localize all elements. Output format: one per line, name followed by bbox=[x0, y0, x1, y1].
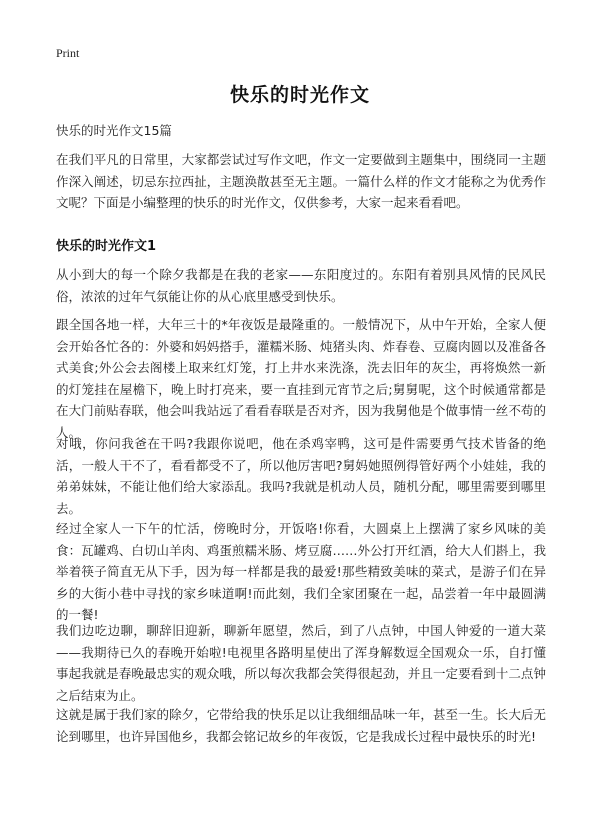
body-paragraph: 这就是属于我们家的除夕，它带给我的快乐足以让我细细品味一年，甚至一生。长大后无论到哪里，也许异国他乡，我都会铭记故乡的年夜饭，它是我成长过程中最快乐的时光! bbox=[56, 707, 546, 744]
page-title: 快乐的时光作文 bbox=[229, 84, 370, 106]
article-subtitle: 快乐的时光作文15篇 bbox=[56, 123, 172, 138]
intro-paragraph: 在我们平凡的日常里，大家都尝试过写作文吧，作文一定要做到主题集中，围绕同一主题作深入阐述，切忌东拉西扯，主题涣散甚至无主题。一篇什么样的作文才能称之为优秀作文呢？下面是小编整理的快乐的时光作文，仅供参考，大家一起来看看吧。 bbox=[56, 152, 546, 210]
print-link[interactable]: Print bbox=[56, 46, 80, 60]
body-paragraph: 对哦，你问我爸在干吗?我跟你说吧，他在杀鸡宰鸭，这可是件需要勇气技术皆备的绝活，一般人干不了，看看都受不了，所以他厉害吧?舅妈她照例得管好两个小娃娃，我的弟弟妹妹，不能让他们给大家添乱。我吗?我就是机动人员，随机分配，哪里需要到哪里去。 bbox=[56, 436, 546, 516]
body-paragraph: 从小到大的每一个除夕我都是在我的老家——东阳度过的。东阳有着别具风情的民风民俗，浓浓的过年气氛能让你的从心底里感受到快乐。 bbox=[56, 267, 546, 304]
body-paragraph: 经过全家人一下午的忙活，傍晚时分，开饭咯!你看，大圆桌上上摆满了家乡风味的美食：瓦罐鸡、白切山羊肉、鸡蛋煎糯米肠、烤豆腐……外公打开红酒，给大人们斟上，我举着筷子简直无从下手，因为每一样都是我的最爱!那些精致美味的菜式，是游子们在异乡的大街小巷中寻找的家乡味道啊!而此刻，我们全家团聚在一起，品尝着一年中最圆满的一餐! bbox=[56, 521, 546, 622]
section-heading: 快乐的时光作文1 bbox=[56, 239, 157, 254]
body-paragraph: 我们边吃边聊，聊辞旧迎新，聊新年愿望，然后，到了八点钟，中国人钟爱的一道大菜——我期待已久的春晚开始啦!电视里各路明星使出了浑身解数逗全国观众一乐，自打懂事起我就是春晚最忠实的观众哦，所以每次我都会笑得很起劲，并且一定要看到十二点钟之后结束为止。 bbox=[56, 623, 546, 703]
body-paragraph: 跟全国各地一样，大年三十的*年夜饭是最隆重的。一般情况下，从中午开始，全家人便会开始各忙各的：外婆和妈妈搭手，灌糯米肠、炖猪头肉、炸春卷、豆腐肉圆以及准备各式美食;外公会去阁楼上取来红灯笼，打上井水来洗涤，洗去旧年的灰尘，再将焕然一新的灯笼挂在屋檐下，晚上时打亮来，要一直挂到元宵节之后;舅舅呢，这个时候通常都是在大门前贴春联，他会叫我站远了看看春联是否对齐，因为我舅他是个做事情一丝不苟的人。 bbox=[56, 317, 546, 440]
